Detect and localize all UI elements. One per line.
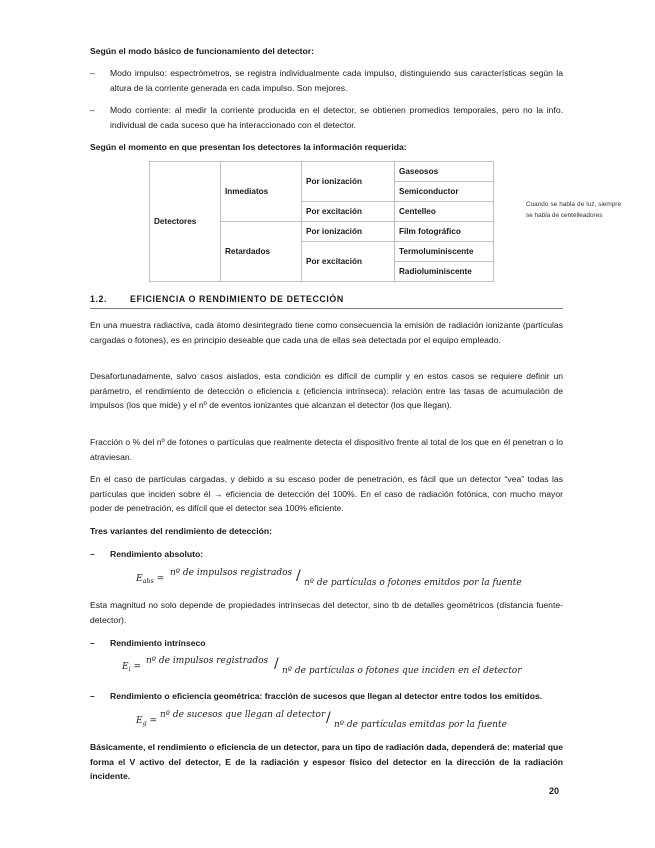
mode-impulso-text: Modo impulso: espectrómetros, se registra individualmente cada impulso, distinguiendo sus características según la altura de la corriente generada en cada impulso. Son mejores. — [110, 68, 563, 93]
formula-slash: / — [326, 710, 331, 726]
cell-centelleo: Centelleo — [395, 202, 494, 222]
cell-ret-ionizacion: Por ionización — [302, 222, 395, 242]
detector-classification-table — [149, 161, 494, 282]
section-title: EFICIENCIA O RENDIMIENTO DE DETECCIÓN — [130, 294, 344, 304]
cell-detectores: Detectores — [150, 162, 221, 282]
formula-geometric — [136, 710, 536, 734]
formula-denominator: nº de partículas o fotones emitdos por la fuente — [304, 578, 522, 588]
formula-sub: i — [128, 665, 131, 673]
cell-gaseosos: Gaseosos — [395, 162, 494, 182]
section-heading — [90, 294, 563, 309]
formula-sub: g — [142, 719, 147, 727]
cell-film: Film fotográfico — [395, 222, 494, 242]
section-number: 1.2. — [90, 294, 108, 304]
formula-eq: = — [130, 662, 142, 672]
intro-moment-text: Según el momento en que presentan los detectores la información requerida: — [90, 142, 407, 152]
formula-denominator: nº de partículas o fotones que inciden en el detector — [282, 666, 522, 676]
formula-absolute — [136, 568, 536, 592]
cell-inm-ionizacion: Por ionización — [302, 162, 395, 202]
cell-ret-excitacion: Por excitación — [302, 242, 395, 282]
absoluto-note: Esta magnitud no solo depende de propiedades intrínsecas del detector, sino tb de detalles geométricos (distancia fuente-detector). — [90, 600, 563, 625]
formula-slash: / — [296, 568, 301, 584]
cell-retardados: Retardados — [221, 222, 302, 282]
variant-absoluto-label: Rendimiento absoluto: — [110, 549, 204, 559]
formula-numerator: nº de impulsos registrados — [170, 568, 293, 578]
paragraph-5: Tres variantes del rendimiento de detección: — [90, 526, 272, 536]
bullet-dash: – — [90, 68, 95, 78]
side-note: Cuando se habla de luz, siempre se habla de centelleadores — [526, 201, 621, 219]
bullet-dash: – — [90, 549, 95, 559]
formula-eq: = — [153, 574, 165, 584]
cell-inm-excitacion: Por excitación — [302, 202, 395, 222]
formula-lhs: E — [136, 574, 143, 584]
formula-intrinsic — [122, 656, 542, 680]
variant-intrinseco — [90, 636, 563, 651]
formula-lhs: E — [122, 662, 129, 672]
bullet-dash: – — [90, 691, 95, 701]
paragraph-4: En el caso de partículas cargadas, y debido a su escaso poder de penetración, es fácil que un detector “vea” todas las partículas que inciden sobre él → eficiencia de detección del 100%. En el caso de radiación fotónica, con mucho mayor poder de penetración, es difícil que el detector sea 100% eficiente. — [90, 474, 563, 514]
formula-numerator: nº de impulsos registrados — [146, 656, 269, 666]
bullet-dash: – — [90, 105, 95, 115]
variant-intrinseco-label: Rendimiento intrínseco — [110, 638, 206, 648]
mode-corriente-item — [90, 103, 563, 132]
cell-inmediatos: Inmediatos — [221, 162, 302, 222]
variant-geometrico-label: Rendimiento o eficiencia geométrica: fracción de sucesos que llegan al detector entre todos los emitidos. — [110, 691, 543, 701]
final-paragraph: Básicamente, el rendimiento o eficiencia de un detector, para un tipo de radiación dada, dependerá de: material que forma el V activo del detector, E de la radiación y espesor físico del detector en la dirección de la radiación incidente. — [90, 742, 563, 782]
mode-corriente-text: Modo corriente: al medir la corriente producida en el detector, se obtienen promedios temporales, pero no la info. individual de cada suceso que ha interaccionado con el detector. — [110, 105, 563, 130]
paragraph-1: En una muestra radiactiva, cada átomo desintegrado tiene como consecuencia la emisión de radiación ionizante (partículas cargadas o fotones), es en principio deseable que cada una de ellas sea detectada por el equipo empleado. — [90, 320, 563, 345]
variant-absoluto — [90, 547, 563, 562]
formula-eq: = — [146, 716, 158, 726]
intro-mode-text: Según el modo básico de funcionamiento del detector: — [90, 46, 314, 56]
cell-semiconductor: Semiconductor — [395, 182, 494, 202]
mode-impulso-item — [90, 66, 563, 95]
formula-denominator: nº de partículas emitdas por la fuente — [334, 720, 507, 730]
formula-slash: / — [274, 656, 279, 672]
variant-geometrico — [90, 689, 563, 704]
paragraph-3: Fracción o % del nº de fotones o partículas que realmente detecta el dispositivo frente al total de los que en él penetran o lo atraviesan. — [90, 437, 563, 462]
formula-numerator: nº de sucesos que llegan al detector — [160, 710, 326, 720]
paragraph-2: Desafortunadamente, salvo casos aislados, esta condición es difícil de cumplir y en estos casos se requiere definir un parámetro, el rendimiento de detección o eficiencia ε (eficiencia intrínseca): relación entre las tasas de acumulación de impulsos (los que mide) y el nº de eventos ionizantes que alcanzan el detector (los que llegan). — [90, 371, 563, 411]
cell-radio: Radioluminiscente — [395, 262, 494, 282]
cell-termo: Termoluminiscente — [395, 242, 494, 262]
bullet-dash: – — [90, 638, 95, 648]
formula-sub: abs — [142, 577, 154, 585]
page-number: 20 — [549, 786, 560, 796]
formula-lhs: E — [136, 716, 143, 726]
